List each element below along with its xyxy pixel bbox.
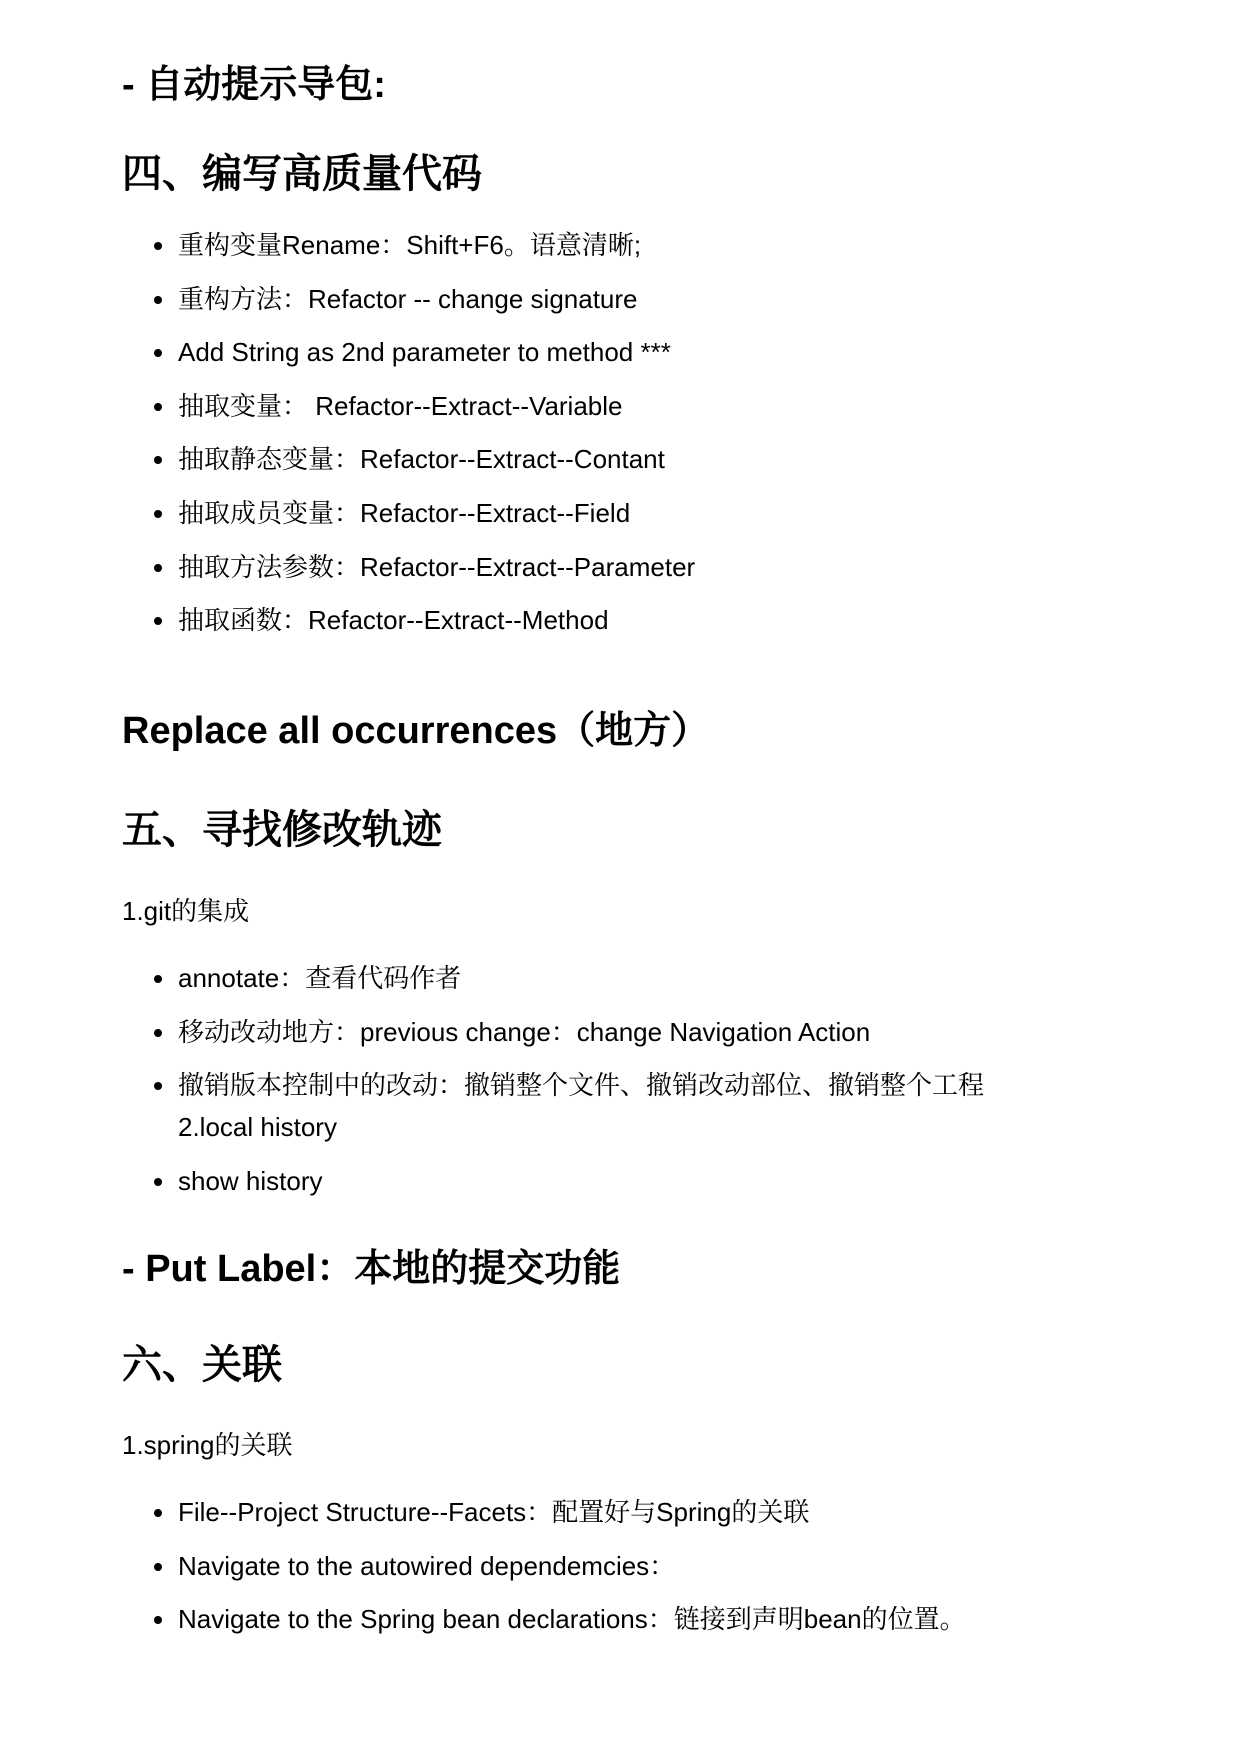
section-4-list — [122, 219, 695, 648]
list-item: 抽取方法参数：Refactor--Extract--Parameter — [122, 541, 695, 595]
heading-section-6: 六、关联 — [122, 1343, 282, 1387]
list-item — [122, 1059, 984, 1155]
list-item: 抽取变量： Refactor--Extract--Variable — [122, 380, 695, 434]
list-item: annotate：查看代码作者 — [122, 952, 984, 1006]
list-item: 抽取成员变量：Refactor--Extract--Field — [122, 487, 695, 541]
local-history-label: 2.local history — [178, 1111, 337, 1142]
list-item: Add String as 2nd parameter to method *** — [122, 326, 695, 380]
heading-section-5: 五、寻找修改轨迹 — [122, 808, 442, 852]
heading-auto-import: - 自动提示导包: — [122, 64, 386, 106]
section-6-list — [122, 1486, 966, 1647]
list-item: Navigate to the autowired dependemcies： — [122, 1540, 966, 1594]
heading-put-label: - Put Label：本地的提交功能 — [122, 1248, 621, 1290]
git-integration-label: 1.git的集成 — [122, 896, 250, 926]
list-item: 重构方法：Refactor -- change signature — [122, 273, 695, 327]
list-item: show history — [122, 1155, 984, 1209]
spring-association-label: 1.spring的关联 — [122, 1430, 293, 1460]
section-5-list — [122, 952, 984, 1208]
heading-replace-all: Replace all occurrences（地方） — [122, 710, 710, 752]
list-item: 移动改动地方：previous change：change Navigation Action — [122, 1006, 984, 1060]
list-item-text: 撤销版本控制中的改动：撤销整个文件、撤销改动部位、撤销整个工程 — [178, 1070, 985, 1101]
list-item: 重构变量Rename：Shift+F6。语意清晰; — [122, 219, 695, 273]
list-item: Navigate to the Spring bean declarations：链接到声明bean的位置。 — [122, 1593, 966, 1647]
list-item: File--Project Structure--Facets：配置好与Spring的关联 — [122, 1486, 966, 1540]
list-item: 抽取静态变量：Refactor--Extract--Contant — [122, 433, 695, 487]
heading-section-4: 四、编写高质量代码 — [122, 152, 482, 196]
list-item: 抽取函数：Refactor--Extract--Method — [122, 594, 695, 648]
